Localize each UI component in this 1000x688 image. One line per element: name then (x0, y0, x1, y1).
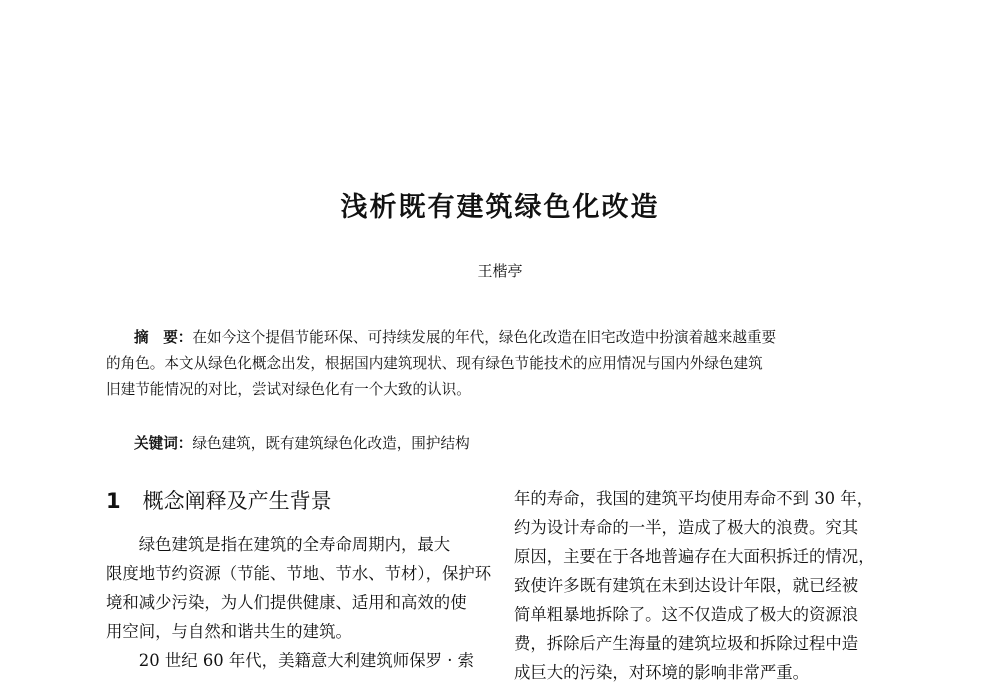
body-line: 20 世纪 60 年代，美籍意大利建筑师保罗 · 索 (106, 651, 475, 670)
abstract-line-1 (106, 325, 896, 351)
body-line: 约为设计寿命的一半，造成了极大的浪费。究其 (514, 518, 859, 537)
keywords-text: 绿色建筑，既有建筑绿色化改造，围护结构 (192, 435, 470, 452)
body-line: 用空间，与自然和谐共生的建筑。 (106, 622, 352, 641)
body-line: 费，拆除后产生海量的建筑垃圾和拆除过程中造 (514, 634, 859, 653)
paper-title: 浅析既有建筑绿色化改造 (340, 192, 660, 223)
abstract-label: 摘 要： (134, 329, 193, 346)
abstract-text: 在如今这个提倡节能环保、可持续发展的年代，绿色化改造在旧宅改造中扮演着越来越重要 (192, 329, 777, 346)
keywords (134, 432, 470, 456)
right-column (514, 485, 899, 688)
section-number: 1 (106, 489, 121, 513)
abstract (106, 325, 896, 403)
section-heading (106, 485, 486, 517)
left-column (106, 485, 492, 676)
body-line: 致使许多既有建筑在未到达设计年限，就已经被 (514, 576, 859, 595)
body-line: 年的寿命，我国的建筑平均使用寿命不到 30 年， (514, 489, 874, 508)
body-line: 简单粗暴地拆除了。这不仅造成了极大的资源浪 (514, 605, 859, 624)
body-line: 成巨大的污染，对环境的影响非常严重。 (514, 663, 810, 682)
author-name: 王楷亭 (477, 262, 523, 280)
section-title: 概念阐释及产生背景 (142, 489, 332, 513)
body-line: 限度地节约资源（节能、节地、节水、节材），保护环 (106, 564, 492, 583)
abstract-line-3: 旧建节能情况的对比，尝试对绿色化有一个大致的认识。 (106, 381, 471, 398)
body-line: 境和减少污染，为人们提供健康、适用和高效的使 (106, 593, 467, 612)
body-line: 原因，主要在于各地普遍存在大面积拆迁的情况， (514, 547, 875, 566)
body-line: 绿色建筑是指在建筑的全寿命周期内，最大 (106, 535, 451, 554)
keywords-label: 关键词： (134, 435, 193, 452)
abstract-line-2: 的角色。本文从绿色化概念出发，根据国内建筑现状、现有绿色节能技术的应用情况与国内外绿色建筑 (106, 355, 763, 372)
